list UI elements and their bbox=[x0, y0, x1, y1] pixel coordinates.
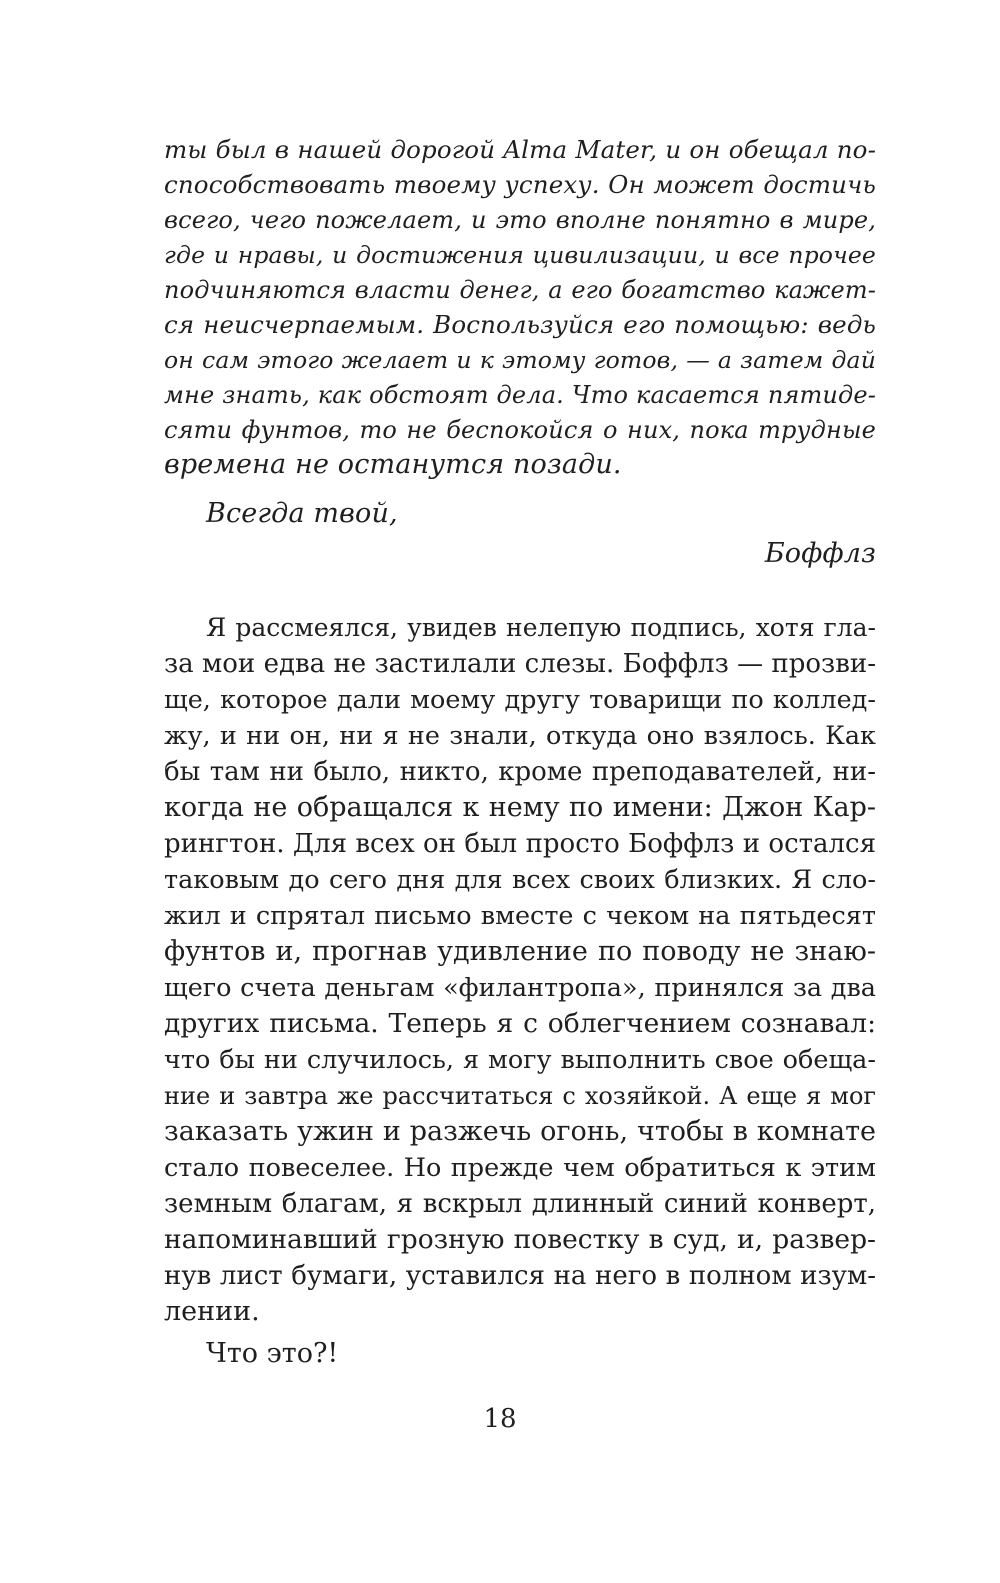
paragraph-line: стало повеселее. Но прежде чем обратиться к этим bbox=[164, 1153, 876, 1183]
letter-line: ты был в нашей дорогой Alma Mater, и он обещал по- bbox=[164, 135, 876, 164]
paragraph-line: рингтон. Для всех он был просто Боффлз и остался bbox=[164, 829, 876, 859]
paragraph-line: щего счета деньгам «филантропа», принялся за два bbox=[164, 973, 876, 1003]
paragraph-line: нув лист бумаги, уставился на него в полном изум- bbox=[164, 1261, 876, 1291]
paragraph-line: напоминавший грозную повестку в суд, и, развер- bbox=[164, 1224, 876, 1255]
page-number: 18 bbox=[483, 1404, 517, 1434]
paragraph-line: что бы ни случилось, я могу выполнить свое обеща- bbox=[164, 1045, 876, 1075]
letter-line: где и нравы, и достижения цивилизации, и все прочее bbox=[164, 241, 876, 269]
paragraph-line: за мои едва не застилали слезы. Боффлз — прозви- bbox=[164, 649, 876, 679]
paragraph-line: заказать ужин и разжечь огонь, чтобы в комнате bbox=[164, 1116, 876, 1147]
letter-line: всего, чего пожелает, и это вполне понятно в мире, bbox=[164, 206, 876, 234]
paragraph-line: жу, и ни он, ни я не знали, откуда оно взялось. Как bbox=[164, 721, 876, 751]
paragraph-line: ще, которое дали моему другу товарищи по коллед- bbox=[164, 685, 876, 715]
paragraph-line: бы там ни было, никто, кроме преподавателей, ни- bbox=[164, 757, 876, 787]
letter-line: ся неисчерпаемым. Воспользуйся его помощью: ведь bbox=[164, 310, 876, 339]
paragraph-line: ние и завтра же рассчитаться с хозяйкой. А еще я мог bbox=[164, 1082, 876, 1110]
letter-closing: Всегда твой, bbox=[206, 498, 398, 529]
letter-line: сяти фунтов, то не беспокойся о них, пока трудные bbox=[164, 416, 876, 444]
paragraph-line: Я рассмеялся, увидев нелепую подпись, хотя гла- bbox=[206, 613, 876, 642]
letter-line: подчиняются власти денег, а его богатство кажет- bbox=[164, 276, 876, 304]
paragraph-line: земным благам, я вскрыл длинный синий конверт, bbox=[164, 1189, 876, 1219]
letter-line: он сам этого желает и к этому готов, — а затем дай bbox=[164, 346, 876, 374]
letter-line: способствовать твоему успеху. Он может достичь bbox=[164, 170, 876, 199]
letter-line-last: времена не останутся позади. bbox=[164, 449, 622, 480]
paragraph-line-last: лении. bbox=[164, 1296, 260, 1327]
paragraph-line: таковым до сего дня для всех своих близких. Я сло- bbox=[164, 865, 876, 895]
paragraph-line: когда не обращался к нему по имени: Джон Кар- bbox=[164, 792, 876, 823]
letter-signature: Боффлз bbox=[764, 538, 876, 569]
final-question: Что это?! bbox=[206, 1338, 339, 1369]
paragraph-line: фунтов и, прогнав удивление по поводу не знаю- bbox=[164, 936, 876, 967]
paragraph-line: других письма. Теперь я с облегчением сознавал: bbox=[164, 1008, 876, 1039]
paragraph-line: жил и спрятал письмо вместе с чеком на пятьдесят bbox=[164, 901, 876, 931]
letter-line: мне знать, как обстоят дела. Что касается пятиде- bbox=[164, 381, 876, 409]
